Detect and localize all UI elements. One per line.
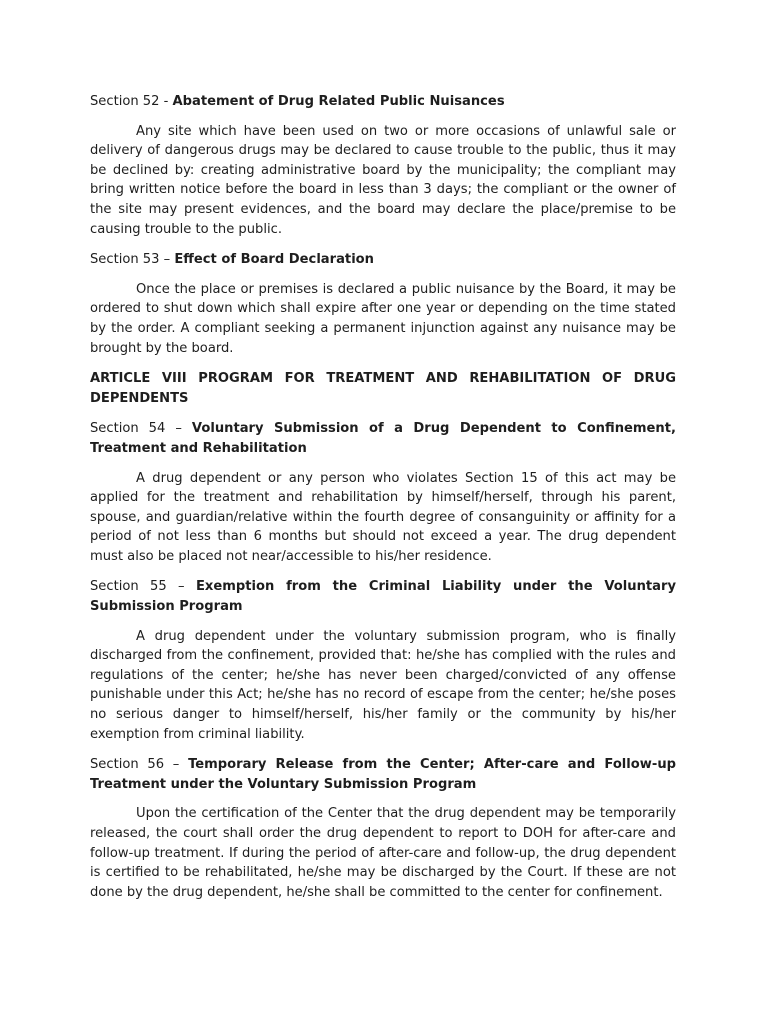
section-52-title: Abatement of Drug Related Public Nuisances <box>172 94 505 109</box>
section-52-heading <box>90 92 676 112</box>
section-56-body: Upon the certification of the Center that the drug dependent may be temporarily released, the court shall order the drug dependent to report to DOH for after-care and follow-up treatment. If during the period of after-care and follow-up, the drug dependent is certified to be rehabilitated, he/she may be discharged by the Court. If these are not done by the drug dependent, he/she shall be committed to the center for confinement. <box>90 806 676 900</box>
section-55-title: Exemption from the Criminal Liability under the Voluntary Submission Program <box>90 579 677 615</box>
section-53-label: Section 53 – <box>90 252 175 268</box>
section-53-heading <box>90 250 676 270</box>
section-56-title: Temporary Release from the Center; After-care and Follow-up Treatment under the Voluntary Submission Program <box>90 757 677 792</box>
section-54-label: Section 54 – <box>90 421 192 437</box>
section-54-body: A drug dependent or any person who violates Section 15 of this act may be applied for the treatment and rehabilitation by himself/herself, through his parent, spouse, and guardian/relative within the fourth degree of consanguinity or affinity for a period of not less than 6 months but should not exceed a year. The drug dependent must also be placed not near/accessible to his/her residence. <box>90 470 676 564</box>
section-52-body: Any site which have been used on two or more occasions of unlawful sale or delivery of dangerous drugs may be declared to cause trouble to the public, thus it may be declined by: creating administrative board by the municipality; the compliant may bring written notice before the board in less than 3 days; the compliant or the owner of the site may present evidences, and the board may declare the place/premise to be causing trouble to the public. <box>90 123 676 237</box>
section-55-label: Section 55 – <box>90 579 196 595</box>
article-viii-heading: ARTICLE VIII PROGRAM FOR TREATMENT AND REHABILITATION OF DRUG DEPENDENTS <box>90 371 676 406</box>
section-54-title: Voluntary Submission of a Drug Dependent to Confinement, Treatment and Rehabilitation <box>90 421 676 456</box>
section-55-body: A drug dependent under the voluntary submission program, who is finally discharged from the confinement, provided that: he/she has complied with the rules and regulations of the center; he/she has never been charged/convicted of any offense punishable under this Act; he/she has no record of escape from the center; he/she poses no serious danger to himself/herself, his/her family or the community by his/her exemption from criminal liability. <box>90 628 676 742</box>
section-55-heading <box>90 577 676 616</box>
section-54-heading <box>90 419 676 458</box>
section-56-label: Section 56 – <box>90 757 189 773</box>
section-56-heading <box>90 755 676 794</box>
section-52-label: Section 52 - <box>90 94 173 109</box>
section-53-title: Effect of Board Declaration <box>174 252 374 268</box>
section-53-body: Once the place or premises is declared a public nuisance by the Board, it may be ordered to shut down which shall expire after one year or depending on the time stated by the order. A compliant seeking a permanent injunction against any nuisance may be brought by the board. <box>90 281 676 356</box>
document-page <box>90 92 676 913</box>
